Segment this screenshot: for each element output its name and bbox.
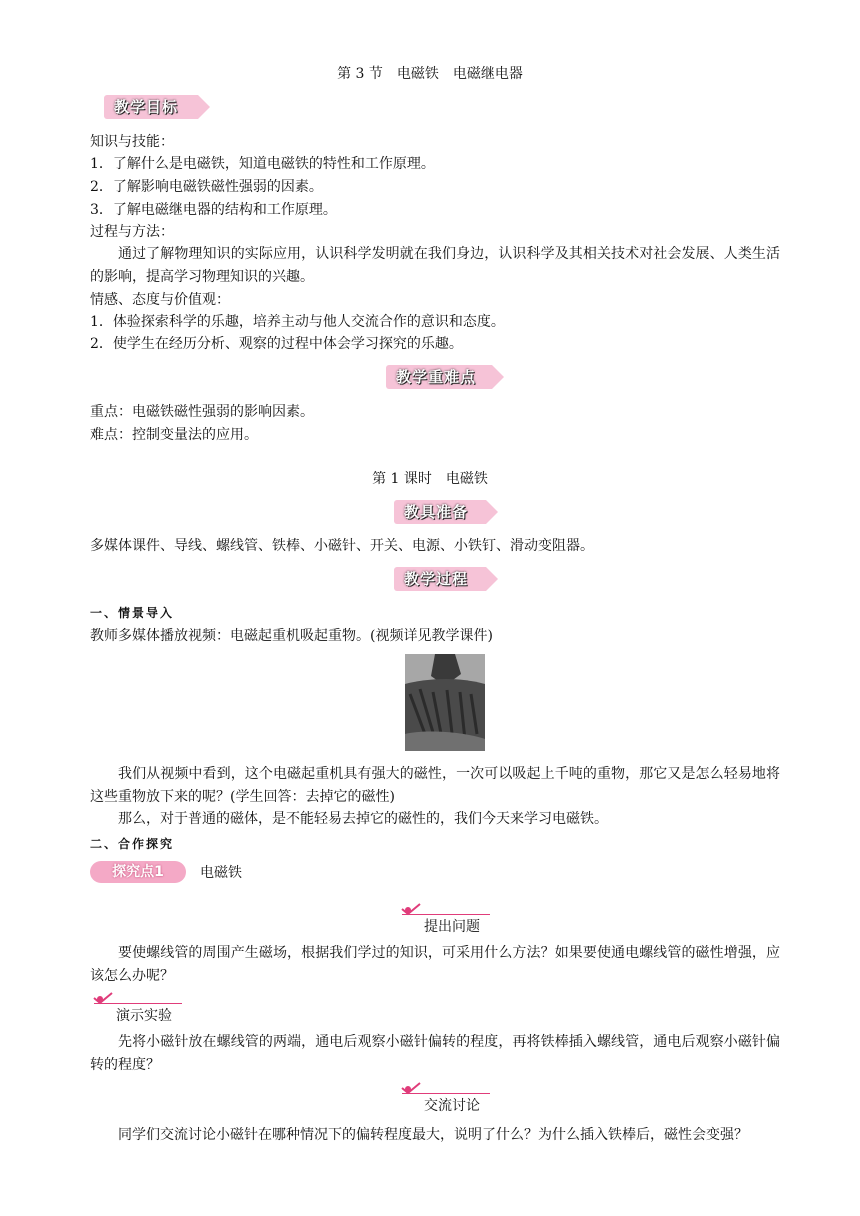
- knowledge-item: 3．了解电磁继电器的结构和工作原理。: [90, 202, 337, 218]
- heading-process: 教学过程: [394, 567, 486, 591]
- heading-objectives: 教学目标: [104, 95, 198, 119]
- process-text: 通过了解物理知识的实际应用，认识科学发明就在我们身边，认识科学及其相关技术对社会发展、人类生活的影响，提高学习物理知识的兴趣。: [90, 246, 780, 285]
- sub2-text: 先将小磁针放在螺线管的两端，通电后观察小磁针偏转的程度，再将铁棒插入螺线管，通电后观察小磁针偏转的程度？: [90, 1034, 780, 1073]
- heading-tools: 教具准备: [394, 500, 486, 524]
- sub3-text: 同学们交流讨论小磁针在哪种情况下的偏转程度最大，说明了什么？为什么插入铁棒后，磁性会变强？: [118, 1127, 748, 1143]
- emotion-item: 2．使学生在经历分析、观察的过程中体会学习探究的乐趣。: [90, 336, 463, 352]
- knowledge-label: 知识与技能：: [90, 134, 174, 150]
- explore-point-badge: 探究点1: [90, 861, 186, 883]
- sub1-text: 要使螺线管的周围产生磁场，根据我们学过的知识，可采用什么方法？如果要使通电螺线管的磁性增强，应该怎么办呢？: [90, 945, 780, 984]
- heading-key-points: 教学重难点: [386, 365, 492, 389]
- difficult-point: 难点：控制变量法的应用。: [90, 427, 258, 443]
- subhead-ask-question: 提出问题: [424, 919, 480, 935]
- key-point: 重点：电磁铁磁性强弱的影响因素。: [90, 404, 314, 420]
- explore-point-topic: 电磁铁: [200, 865, 242, 881]
- tools-text: 多媒体课件、导线、螺线管、铁棒、小磁针、开关、电源、小铁钉、滑动变阻器。: [90, 538, 594, 554]
- part1-title: 一、情景导入: [90, 606, 175, 620]
- subhead-demo-experiment: 演示实验: [116, 1008, 172, 1024]
- process-label: 过程与方法：: [90, 224, 174, 240]
- subhead-underline: [402, 1093, 490, 1094]
- knowledge-item: 2．了解影响电磁铁磁性强弱的因素。: [90, 179, 323, 195]
- section-title: 第 3 节 电磁铁 电磁继电器: [337, 66, 523, 82]
- knowledge-item: 1．了解什么是电磁铁，知道电磁铁的特性和工作原理。: [90, 156, 435, 172]
- emotion-item: 1．体验探索科学的乐趣，培养主动与他人交流合作的意识和态度。: [90, 314, 505, 330]
- subhead-discussion: 交流讨论: [424, 1098, 480, 1114]
- part1-para: 我们从视频中看到，这个电磁起重机具有强大的磁性，一次可以吸起上千吨的重物，那它又是怎么轻易地将这些重物放下来的呢？(学生回答：去掉它的磁性): [90, 766, 780, 805]
- part2-title: 二、合作探究: [90, 837, 175, 851]
- emotion-label: 情感、态度与价值观：: [90, 292, 230, 308]
- crane-photo-illustration: [405, 654, 485, 751]
- subhead-underline: [402, 914, 490, 915]
- part1-para2: 那么，对于普通的磁体，是不能轻易去掉它的磁性的，我们今天来学习电磁铁。: [118, 811, 608, 827]
- crane-photo: [405, 654, 485, 751]
- lesson-title: 第 1 课时 电磁铁: [372, 471, 488, 487]
- subhead-underline: [94, 1003, 182, 1004]
- part1-line: 教师多媒体播放视频：电磁起重机吸起重物。(视频详见教学课件): [90, 628, 493, 644]
